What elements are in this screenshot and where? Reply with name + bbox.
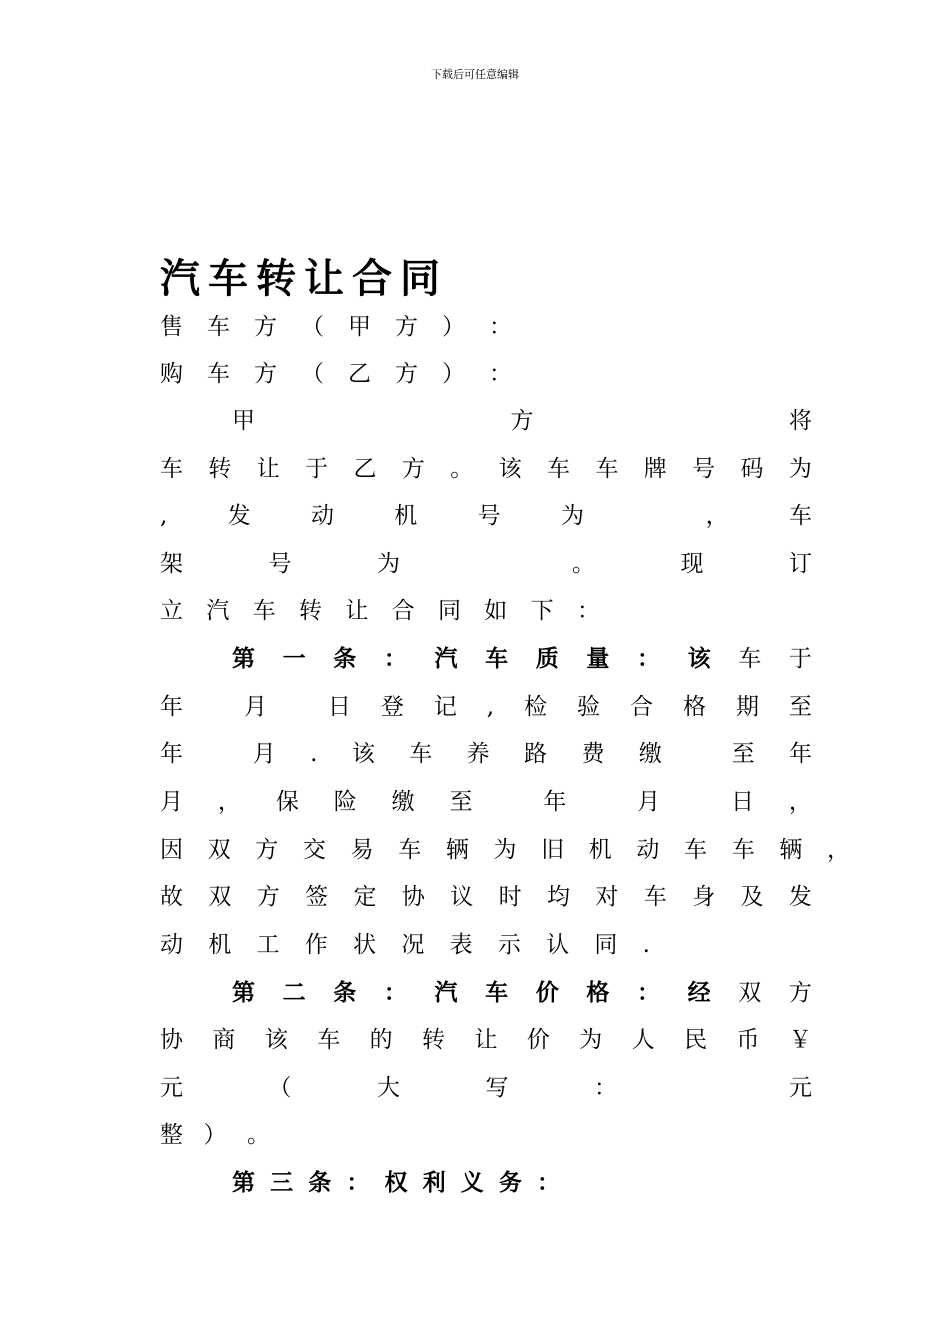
line-char: ： xyxy=(637,646,660,672)
line-char: 转 xyxy=(208,456,232,482)
line-char: 因 xyxy=(160,837,183,863)
line-char: 易 xyxy=(350,837,374,863)
line-char: 年 xyxy=(160,741,183,767)
line-char: 缴 xyxy=(391,789,415,815)
line-char: , xyxy=(486,694,495,720)
line-char: ： xyxy=(383,646,407,672)
contract-line xyxy=(160,1118,270,1152)
line-char: ： xyxy=(637,980,660,1006)
line-char: 让 xyxy=(345,598,369,624)
line-char: 交 xyxy=(302,837,326,863)
line-char: （ xyxy=(268,1075,292,1101)
line-char: 状 xyxy=(353,932,377,958)
line-char: 整 xyxy=(160,1122,183,1148)
line-char: 同 xyxy=(594,932,618,958)
contract-line xyxy=(160,737,812,771)
contract-line xyxy=(160,690,812,724)
line-char: 动 xyxy=(310,503,334,529)
line-char: 元 xyxy=(160,1075,183,1101)
line-char: 该 xyxy=(687,646,711,672)
line-char: 经 xyxy=(687,980,711,1006)
line-char: 商 xyxy=(212,1027,236,1053)
line-char: 义 xyxy=(460,1170,484,1196)
line-char: 车 xyxy=(547,456,570,482)
line-char: 车 xyxy=(643,884,667,910)
line-char: 登 xyxy=(380,694,404,720)
line-char: 三 xyxy=(270,1170,294,1196)
line-char: 。 xyxy=(572,551,595,577)
line-char: （ xyxy=(301,314,324,340)
line-char: 协 xyxy=(160,1027,183,1053)
line-char: ） xyxy=(442,314,465,340)
line-char: 车 xyxy=(788,503,812,529)
line-char: 条 xyxy=(308,1170,332,1196)
line-char: 表 xyxy=(449,932,473,958)
line-char: 期 xyxy=(735,694,759,720)
line-char: 订 xyxy=(789,551,812,577)
contract-line xyxy=(160,547,812,581)
line-char: ： xyxy=(489,361,512,387)
line-char: 费 xyxy=(581,741,605,767)
line-char: 汽 xyxy=(434,646,458,672)
line-char: 于 xyxy=(788,646,812,672)
contract-line xyxy=(232,1166,560,1200)
line-char: 将 xyxy=(789,408,812,434)
line-char: 车 xyxy=(207,314,230,340)
contract-line xyxy=(232,404,812,438)
line-char: 均 xyxy=(547,884,570,910)
line-char: 发 xyxy=(227,503,251,529)
document-title: 汽车转让合同 xyxy=(160,256,448,302)
line-char: 一 xyxy=(282,646,306,672)
line-char: 至 xyxy=(731,741,755,767)
line-char: 让 xyxy=(474,1027,498,1053)
line-char: 号 xyxy=(477,503,501,529)
line-char: 该 xyxy=(498,456,522,482)
line-char: 签 xyxy=(305,884,329,910)
line-char: 至 xyxy=(449,789,473,815)
line-char: ： xyxy=(383,980,407,1006)
line-char: 认 xyxy=(546,932,570,958)
line-char: 如 xyxy=(484,598,508,624)
line-char: 条 xyxy=(333,646,357,672)
line-char: 双 xyxy=(738,980,762,1006)
contract-line xyxy=(232,642,812,676)
line-char: 第 xyxy=(232,980,255,1006)
line-char: 年 xyxy=(789,741,812,767)
line-char: 让 xyxy=(256,456,280,482)
line-char: 月 xyxy=(160,789,183,815)
line-char: 年 xyxy=(160,694,183,720)
line-char: 方 xyxy=(255,837,279,863)
contract-line xyxy=(232,976,812,1010)
line-char: 养 xyxy=(466,741,490,767)
page-header: 下载后可任意编辑 xyxy=(431,68,519,81)
line-char: 第 xyxy=(232,1170,255,1196)
line-char: 至 xyxy=(788,694,812,720)
line-char: 同 xyxy=(437,598,461,624)
line-char: 二 xyxy=(282,980,306,1006)
line-char: 乙 xyxy=(353,456,377,482)
line-char: ： xyxy=(489,314,512,340)
line-char: 利 xyxy=(422,1170,446,1196)
line-char: 发 xyxy=(788,884,812,910)
line-char: 为 xyxy=(377,551,400,577)
line-char: 汽 xyxy=(206,598,230,624)
line-char: 乙 xyxy=(348,361,371,387)
line-char: 现 xyxy=(680,551,704,577)
line-char: 。 xyxy=(247,1122,270,1148)
line-char: 方 xyxy=(510,408,534,434)
line-char: 质 xyxy=(535,646,559,672)
line-char: 车 xyxy=(485,980,509,1006)
line-char: . xyxy=(642,932,650,958)
line-char: 身 xyxy=(692,884,716,910)
contract-line xyxy=(160,880,812,914)
line-char: 为 xyxy=(560,503,584,529)
line-char: 方 xyxy=(395,314,418,340)
line-char: 方 xyxy=(254,361,277,387)
line-char: 月 xyxy=(243,694,267,720)
line-char: （ xyxy=(301,361,324,387)
line-char: 议 xyxy=(450,884,474,910)
line-char: 的 xyxy=(369,1027,393,1053)
line-char: 及 xyxy=(740,884,764,910)
line-char: 为 xyxy=(788,456,812,482)
contract-line xyxy=(160,928,650,962)
line-char: 旧 xyxy=(541,837,565,863)
contract-line xyxy=(160,594,600,628)
contract-line xyxy=(160,833,850,867)
line-char: 方 xyxy=(788,980,812,1006)
line-char: , xyxy=(160,503,168,529)
line-char: 机 xyxy=(208,932,232,958)
contract-line xyxy=(160,499,812,533)
line-char: 为 xyxy=(493,837,517,863)
line-char: 号 xyxy=(692,456,716,482)
line-char: 定 xyxy=(353,884,377,910)
line-char: 权 xyxy=(384,1170,408,1196)
line-char: 价 xyxy=(535,980,559,1006)
line-char: 立 xyxy=(160,598,183,624)
line-char: 车 xyxy=(738,646,762,672)
line-char: 动 xyxy=(160,932,183,958)
line-char: 甲 xyxy=(232,408,255,434)
line-char: 大 xyxy=(377,1075,400,1101)
contract-line xyxy=(160,310,512,344)
line-char: 车 xyxy=(398,837,422,863)
line-char: 方 xyxy=(395,361,418,387)
line-char: 车 xyxy=(160,456,183,482)
line-char: 故 xyxy=(160,884,183,910)
line-char: 保 xyxy=(275,789,299,815)
line-char: 时 xyxy=(498,884,522,910)
contract-line xyxy=(160,1071,812,1105)
line-char: 路 xyxy=(524,741,548,767)
line-char: 验 xyxy=(577,694,601,720)
line-char: ： xyxy=(594,1075,617,1101)
line-char: 价 xyxy=(526,1027,550,1053)
line-char: 汽 xyxy=(434,980,458,1006)
line-char: 辆 xyxy=(445,837,469,863)
line-char: 动 xyxy=(636,837,660,863)
line-char: 缴 xyxy=(638,741,662,767)
line-char: 转 xyxy=(298,598,322,624)
line-char: ） xyxy=(442,361,465,387)
line-char: 况 xyxy=(401,932,425,958)
line-char: 机 xyxy=(588,837,612,863)
line-char: 量 xyxy=(586,646,610,672)
line-char: 该 xyxy=(264,1027,288,1053)
line-char: ） xyxy=(203,1122,227,1148)
line-char: 号 xyxy=(268,551,292,577)
line-char: 合 xyxy=(630,694,653,720)
line-char: 第 xyxy=(232,646,255,672)
line-char: ： xyxy=(346,1170,370,1196)
line-char: 。 xyxy=(450,456,474,482)
line-char: 方 xyxy=(401,456,425,482)
line-char: 示 xyxy=(497,932,521,958)
line-char: 务 xyxy=(498,1170,522,1196)
contract-line xyxy=(160,357,512,391)
line-char: 甲 xyxy=(348,314,371,340)
line-char: 车 xyxy=(684,837,708,863)
line-char: ， xyxy=(788,789,812,815)
line-char: 双 xyxy=(207,837,231,863)
line-char: 格 xyxy=(586,980,610,1006)
line-char: 年 xyxy=(543,789,567,815)
line-char: 车 xyxy=(207,361,230,387)
line-char: 方 xyxy=(256,884,280,910)
contract-line xyxy=(160,452,812,486)
line-char: 下 xyxy=(530,598,554,624)
line-char: ， xyxy=(826,837,850,863)
line-char: 民 xyxy=(684,1027,708,1053)
line-char: 写 xyxy=(485,1075,509,1101)
line-char: 条 xyxy=(333,980,357,1006)
line-char: 险 xyxy=(333,789,357,815)
line-char: 售 xyxy=(160,314,183,340)
line-char: 作 xyxy=(304,932,328,958)
line-char: 元 xyxy=(789,1075,812,1101)
line-char: ： xyxy=(576,598,600,624)
line-char: 对 xyxy=(595,884,619,910)
line-char: 转 xyxy=(422,1027,446,1053)
line-char: 币 xyxy=(736,1027,760,1053)
line-char: 牌 xyxy=(643,456,667,482)
line-char: 车 xyxy=(485,646,509,672)
line-char: ， xyxy=(705,503,729,529)
line-char: 购 xyxy=(160,361,183,387)
line-char: ￥ xyxy=(788,1027,812,1053)
contract-line xyxy=(160,785,812,819)
line-char: 双 xyxy=(208,884,232,910)
line-char: 该 xyxy=(351,741,375,767)
line-char: 人 xyxy=(631,1027,655,1053)
line-char: 合 xyxy=(391,598,415,624)
line-char: 机 xyxy=(394,503,418,529)
line-char: 日 xyxy=(327,694,351,720)
line-char: ： xyxy=(537,1170,560,1196)
line-char: 月 xyxy=(637,789,661,815)
line-char: 架 xyxy=(160,551,183,577)
line-char: 检 xyxy=(524,694,548,720)
line-char: 车 xyxy=(252,598,276,624)
line-char: . xyxy=(310,741,318,767)
line-char: 日 xyxy=(730,789,754,815)
line-char: 于 xyxy=(305,456,329,482)
line-char: 车 xyxy=(317,1027,341,1053)
line-char: 月 xyxy=(252,741,276,767)
line-char: 车 xyxy=(731,837,755,863)
line-char: 协 xyxy=(401,884,425,910)
contract-line xyxy=(160,1023,812,1057)
line-char: 格 xyxy=(682,694,706,720)
line-char: 方 xyxy=(254,314,277,340)
line-char: ， xyxy=(217,789,241,815)
line-char: 码 xyxy=(740,456,764,482)
line-char: 为 xyxy=(579,1027,603,1053)
line-char: 工 xyxy=(256,932,280,958)
line-char: 辆 xyxy=(779,837,803,863)
line-char: 记 xyxy=(433,694,457,720)
line-char: 车 xyxy=(409,741,433,767)
line-char: 车 xyxy=(595,456,619,482)
